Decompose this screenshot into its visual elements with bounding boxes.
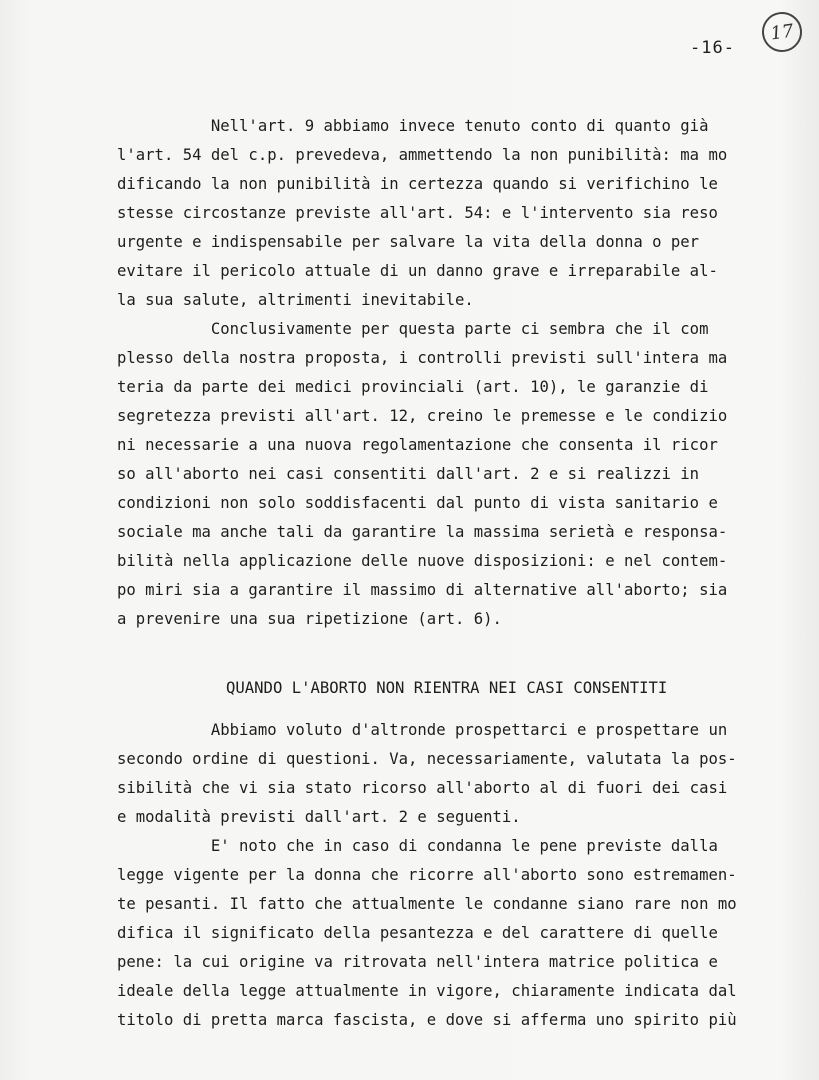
- text-line: sociale ma anche tali da garantire la massima serietà e responsa-: [117, 523, 728, 541]
- archive-stamp: 17: [759, 9, 804, 54]
- text-line: dificando la non punibilità in certezza quando si verifichino le: [117, 175, 718, 193]
- text-line: bilità nella applicazione delle nuove disposizioni: e nel contem-: [117, 552, 728, 570]
- text-line: a prevenire una sua ripetizione (art. 6).: [117, 610, 502, 628]
- text-line: la sua salute, altrimenti inevitabile.: [117, 291, 474, 309]
- text-line: Nell'art. 9 abbiamo invece tenuto conto di quanto già: [117, 117, 709, 135]
- text-line: segretezza previsti all'art. 12, creino le premesse e le condizio: [117, 407, 728, 425]
- text-line: urgente e indispensabile per salvare la vita della donna o per: [117, 233, 700, 251]
- text-line: e modalità previsti dall'art. 2 e seguenti.: [117, 808, 521, 826]
- text-line: Conclusivamente per questa parte ci sembra che il com: [117, 320, 709, 338]
- text-line: plesso della nostra proposta, i controlli previsti sull'intera ma: [117, 349, 728, 367]
- text-line: condizioni non solo soddisfacenti dal punto di vista sanitario e: [117, 494, 718, 512]
- text-line: pene: la cui origine va ritrovata nell'intera matrice politica e: [117, 953, 718, 971]
- text-line: sibilità che vi sia stato ricorso all'aborto al di fuori dei casi: [117, 779, 728, 797]
- text-line: stesse circostanze previste all'art. 54: e l'intervento sia reso: [117, 204, 718, 222]
- text-line: Abbiamo voluto d'altronde prospettarci e prospettare un: [117, 721, 728, 739]
- text-line: ni necessarie a una nuova regolamentazione che consenta il ricor: [117, 436, 718, 454]
- text-line: titolo di pretta marca fascista, e dove si afferma uno spirito più: [117, 1011, 737, 1029]
- text-line: so all'aborto nei casi consentiti dall'art. 2 e si realizzi in: [117, 465, 700, 483]
- text-line: po miri sia a garantire il massimo di alternative all'aborto; sia: [117, 581, 728, 599]
- text-line: l'art. 54 del c.p. prevedeva, ammettendo la non punibilità: ma mo: [117, 146, 728, 164]
- text-line: evitare il pericolo attuale di un danno grave e irreparabile al-: [117, 262, 718, 280]
- text-line: legge vigente per la donna che ricorre all'aborto sono estremamen-: [117, 866, 737, 884]
- text-line: difica il significato della pesantezza e del carattere di quelle: [117, 924, 718, 942]
- text-line: teria da parte dei medici provinciali (art. 10), le garanzie di: [117, 378, 709, 396]
- text-line: secondo ordine di questioni. Va, necessariamente, valutata la pos-: [117, 750, 737, 768]
- page-number: -16-: [690, 38, 735, 58]
- text-line: E' noto che in caso di condanna le pene previste dalla: [117, 837, 718, 855]
- text-line: ideale della legge attualmente in vigore, chiaramente indicata dal: [117, 982, 737, 1000]
- section-title: QUANDO L'ABORTO NON RIENTRA NEI CASI CONSENTITI: [226, 679, 668, 697]
- text-line: te pesanti. Il fatto che attualmente le condanne siano rare non mo: [117, 895, 737, 913]
